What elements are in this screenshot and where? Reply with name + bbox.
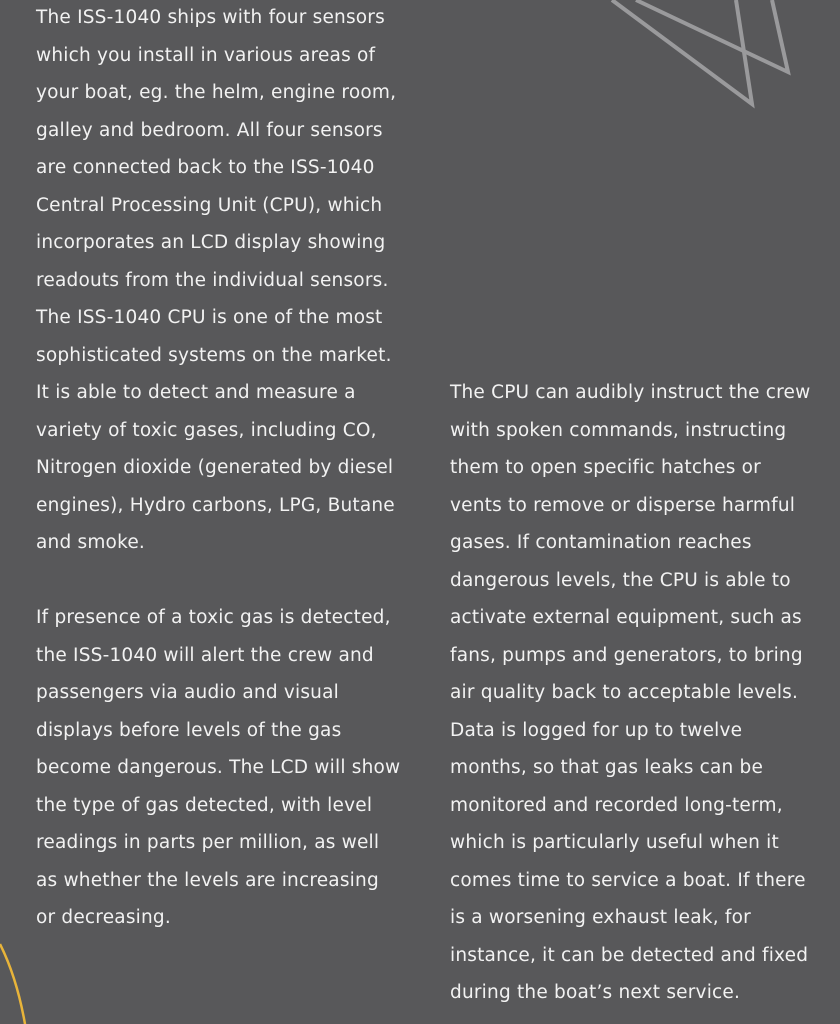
text-line: the ISS-1040 will alert the crew and	[36, 644, 374, 666]
text-line: is a worsening exhaust leak, for	[450, 907, 751, 928]
right-column	[450, 374, 820, 1012]
text-line: The ISS-1040 ships with four sensors	[36, 7, 385, 28]
text-line: and smoke.	[36, 532, 145, 553]
text-line: as whether the levels are increasing	[36, 869, 379, 891]
left-paragraph-2	[36, 599, 406, 937]
text-line: galley and bedroom. All four sensors	[36, 119, 383, 141]
text-line: which you install in various areas of	[36, 44, 376, 66]
text-line: It is able to detect and measure a	[36, 382, 356, 403]
text-line: during the boat’s next service.	[450, 982, 741, 1003]
text-line: them to open specific hatches or	[450, 457, 761, 478]
text-line: The ISS-1040 CPU is one of the most	[36, 307, 383, 328]
text-line: with spoken commands, instructing	[450, 419, 787, 441]
text-line: Nitrogen dioxide (generated by diesel	[36, 457, 394, 478]
text-line: or decreasing.	[36, 907, 171, 928]
text-line: vents to remove or disperse harmful	[450, 494, 796, 516]
text-line: instance, it can be detected and fixed	[450, 944, 809, 966]
text-line: Data is logged for up to twelve	[450, 719, 743, 741]
text-line: The CPU can audibly instruct the crew	[450, 382, 811, 403]
corner-line-graphic	[612, 0, 788, 104]
text-line: become dangerous. The LCD will show	[36, 757, 401, 778]
text-line: incorporates an LCD display showing	[36, 232, 386, 253]
text-line: engines), Hydro carbons, LPG, Butane	[36, 494, 395, 516]
text-line: your boat, eg. the helm, engine room,	[36, 82, 397, 103]
text-line: readouts from the individual sensors.	[36, 269, 389, 291]
text-line: monitored and recorded long-term,	[450, 794, 783, 816]
text-line: months, so that gas leaks can be	[450, 757, 764, 778]
text-line: variety of toxic gases, including CO,	[36, 419, 377, 441]
text-line: readings in parts per million, as well	[36, 832, 380, 853]
text-line: the type of gas detected, with level	[36, 794, 373, 816]
text-line: sophisticated systems on the market.	[36, 344, 392, 366]
text-line: fans, pumps and generators, to bring	[450, 644, 803, 666]
deco-line-2	[636, 0, 788, 72]
text-line: comes time to service a boat. If there	[450, 869, 806, 891]
text-line: gases. If contamination reaches	[450, 532, 752, 553]
text-line: displays before levels of the gas	[36, 719, 342, 741]
text-line: Central Processing Unit (CPU), which	[36, 194, 383, 216]
paragraph-gap	[36, 562, 406, 600]
left-paragraph-1	[36, 0, 406, 562]
accent-curve	[0, 944, 26, 1024]
text-line: dangerous levels, the CPU is able to	[450, 569, 791, 591]
text-line: If presence of a toxic gas is detected,	[36, 607, 391, 628]
text-line: which is particularly useful when it	[450, 832, 779, 853]
deco-line-1	[612, 0, 752, 104]
left-column	[36, 0, 406, 937]
right-paragraph-1	[450, 374, 820, 1012]
text-line: are connected back to the ISS-1040	[36, 157, 375, 178]
text-line: passengers via audio and visual	[36, 682, 339, 703]
text-line: air quality back to acceptable levels.	[450, 682, 799, 703]
text-line: activate external equipment, such as	[450, 607, 802, 628]
